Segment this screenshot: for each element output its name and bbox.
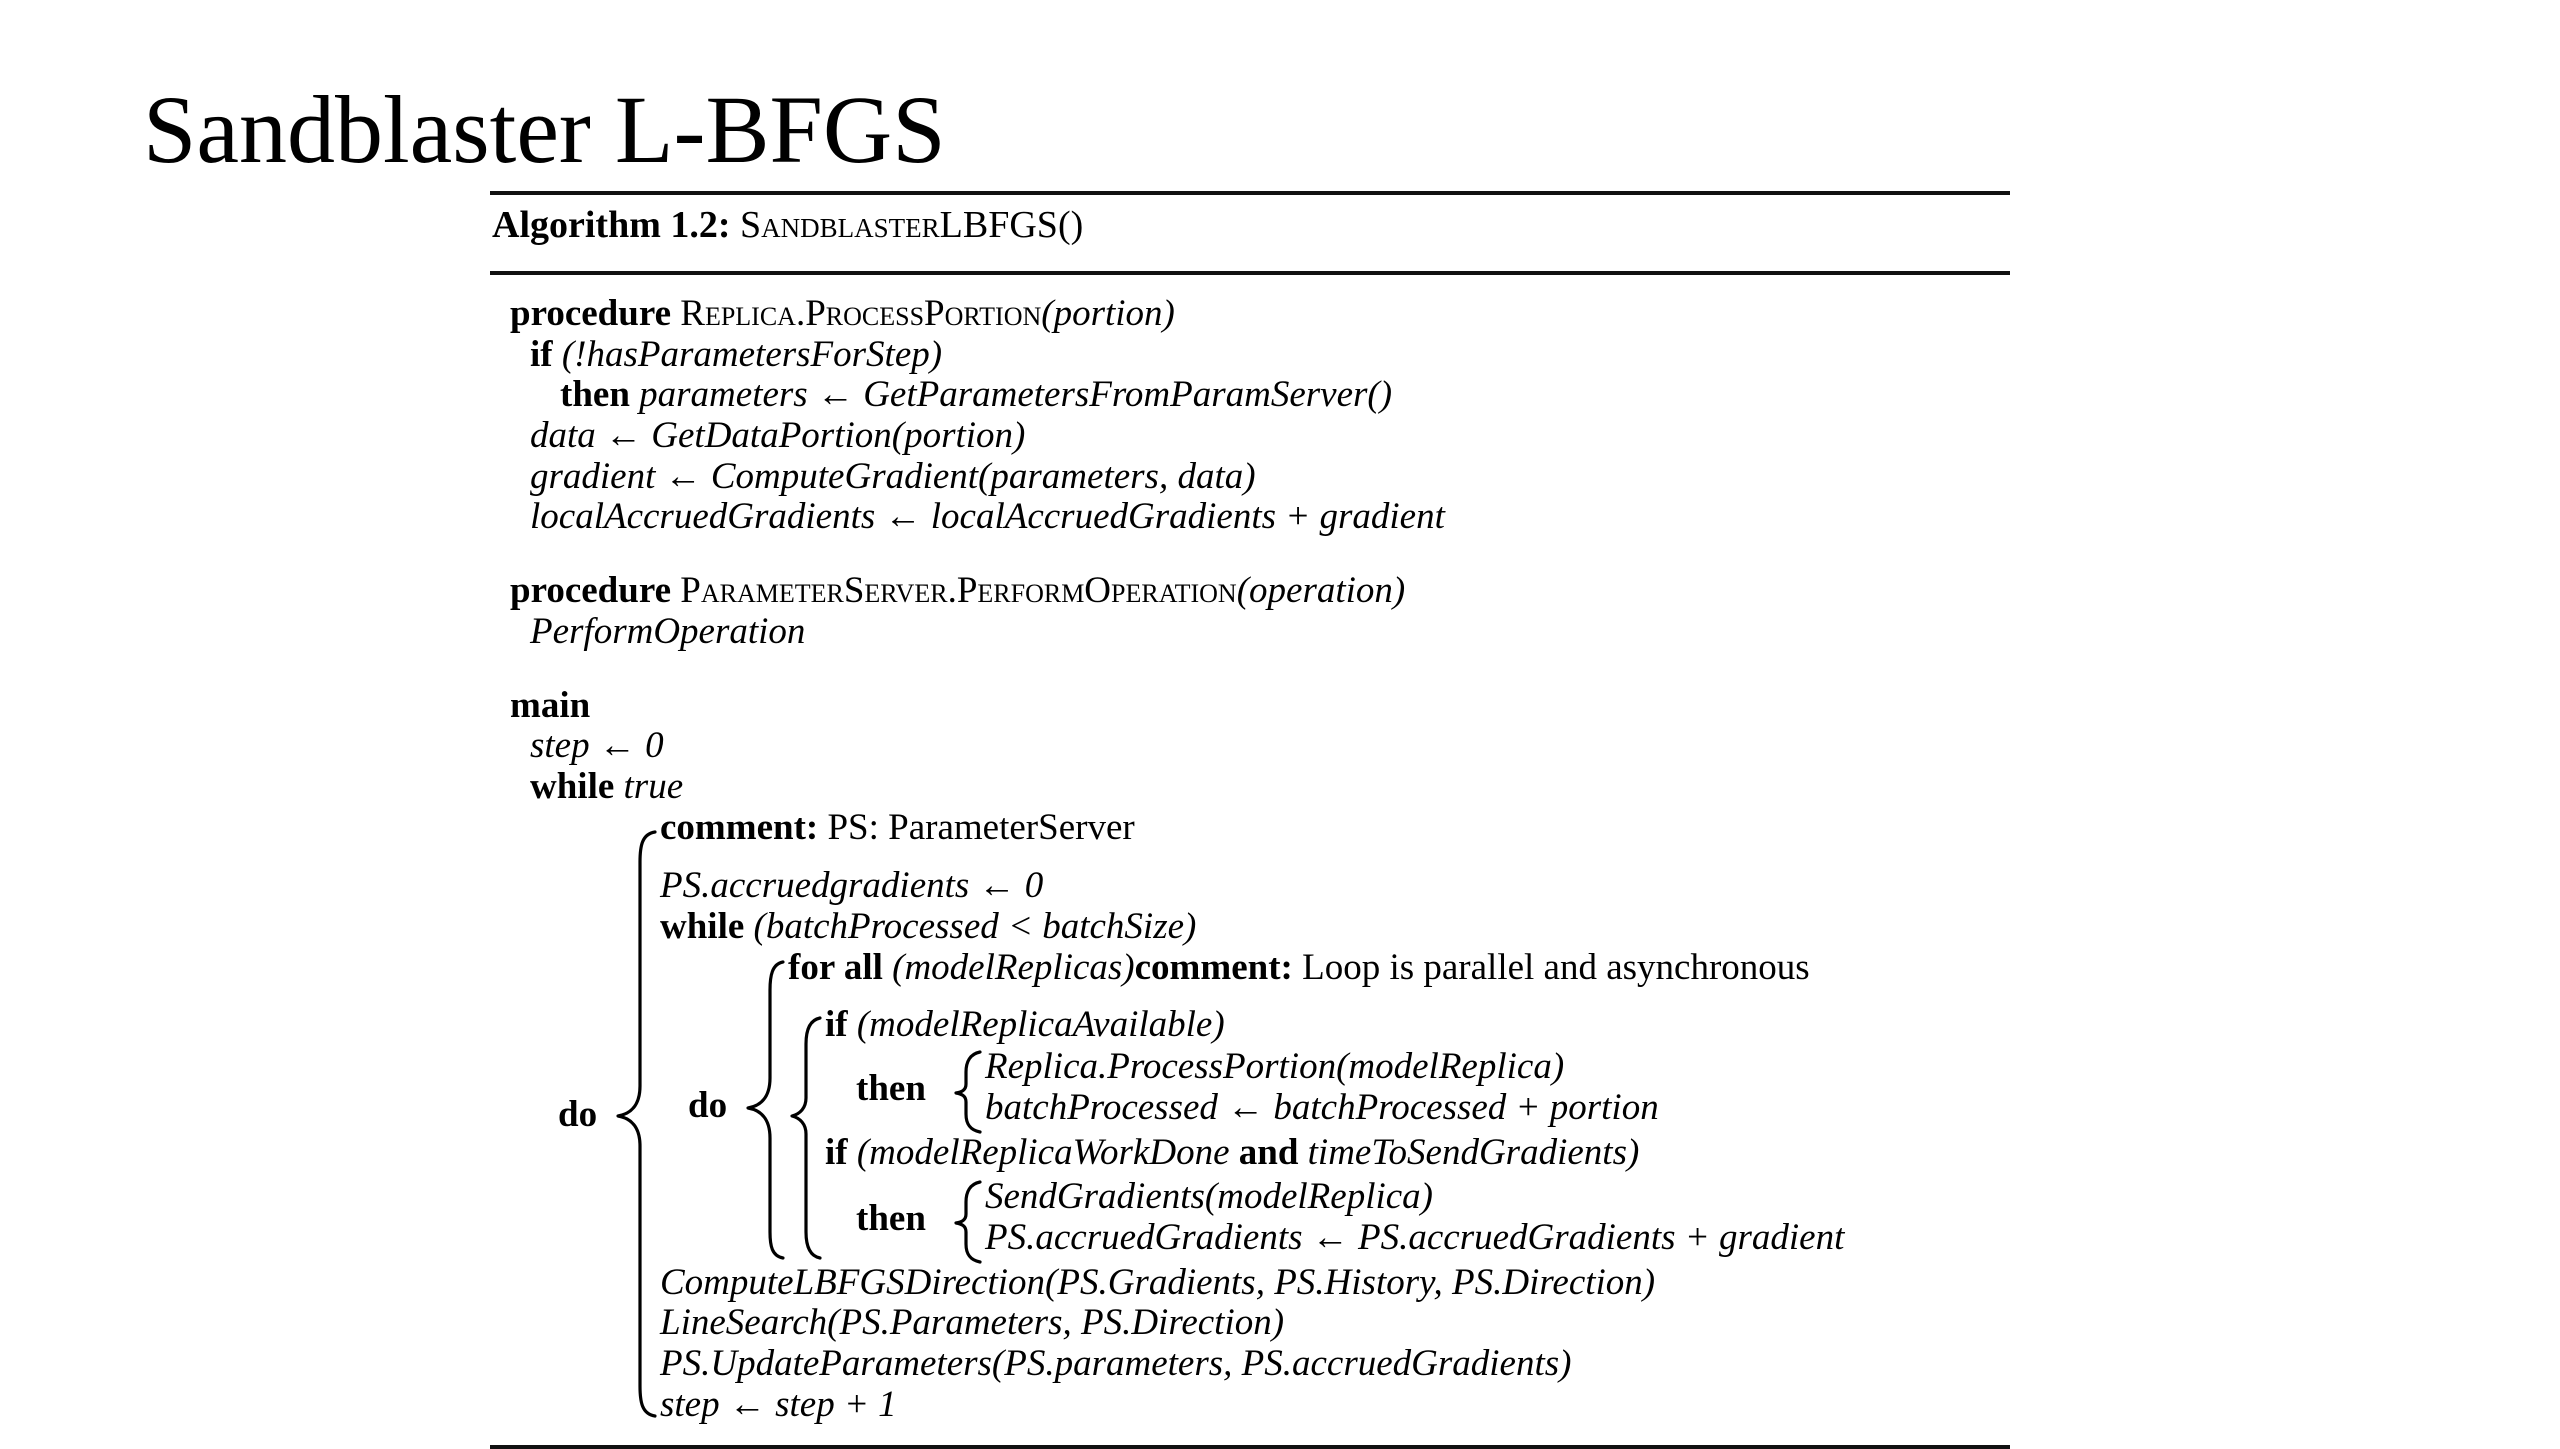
main-while-line [530, 764, 683, 810]
replica-gradient-statement: gradient ← ComputeGradient(parameters, data) [530, 456, 1256, 497]
if1-line [825, 1002, 1225, 1048]
then1-keyword: then [856, 1068, 926, 1109]
algorithm-header [492, 200, 1083, 250]
then1-brace [956, 1052, 980, 1132]
inner-while-condition: (batchProcessed < batchSize) [753, 906, 1197, 947]
if2-line [825, 1130, 1639, 1176]
if2-condition-a: (modelReplicaWorkDone [856, 1132, 1230, 1173]
inner-while-keyword: while [660, 906, 745, 947]
then1-statement-1: Replica.ProcessPortion(modelReplica) [985, 1046, 1565, 1087]
replica-then-statement: parameters ← GetParametersFromParamServer() [639, 374, 1393, 415]
replica-procedure-param: (portion) [1041, 293, 1175, 334]
step-increment-statement: step ← step + 1 [660, 1384, 897, 1425]
replica-data-statement: data ← GetDataPortion(portion) [530, 415, 1026, 456]
then2-statement-1: SendGradients(modelReplica) [985, 1176, 1433, 1217]
inner-do-brace [748, 962, 783, 1258]
main-do-keyword: do [558, 1094, 598, 1135]
replica-accrue-statement: localAccruedGradients ← localAccruedGradients + gradient [530, 496, 1445, 537]
slide-title: Sandblaster L-BFGS [143, 76, 946, 183]
direction-statement: ComputeLBFGSDirection(PS.Gradients, PS.History, PS.Direction) [660, 1262, 1656, 1303]
main-comment-text: PS: ParameterServer [827, 807, 1135, 848]
if1-condition: (modelReplicaAvailable) [856, 1004, 1225, 1045]
then1-statement-2: batchProcessed ← batchProcessed + portion [985, 1087, 1659, 1128]
replica-then-line [560, 372, 1392, 418]
main-comment-keyword: comment: [660, 807, 819, 848]
main-comment-line [660, 805, 1135, 851]
replica-procedure-line [510, 291, 1175, 337]
forall-line [788, 945, 1810, 991]
algorithm-label: Algorithm 1.2: [492, 204, 731, 246]
server-procedure-body: PerformOperation [530, 611, 806, 652]
server-procedure-line [510, 568, 1405, 614]
forall-keyword: for all [788, 947, 883, 988]
forall-do-brace [792, 1018, 820, 1258]
replica-if-keyword: if [530, 334, 553, 375]
replica-procedure-name: Replica.ProcessPortion [680, 293, 1042, 334]
server-procedure-name: ParameterServer.PerformOperation [680, 570, 1237, 611]
algorithm-top-rule [490, 191, 2010, 195]
main-while-condition: true [623, 766, 684, 807]
if2-condition-b: timeToSendGradients) [1307, 1132, 1640, 1173]
inner-do-keyword: do [688, 1085, 728, 1126]
if2-and-keyword: and [1238, 1132, 1299, 1173]
forall-comment-keyword: comment: [1134, 947, 1293, 988]
algorithm-bottom-rule [490, 1445, 2010, 1449]
if2-keyword: if [825, 1132, 848, 1173]
main-keyword: main [510, 685, 591, 726]
then2-brace [956, 1182, 980, 1262]
main-reset-statement: PS.accruedgradients ← 0 [660, 865, 1044, 906]
then2-keyword: then [856, 1198, 926, 1239]
main-init-statement: step ← 0 [530, 725, 664, 766]
outer-do-brace [618, 832, 655, 1416]
then2-statement-2: PS.accruedGradients ← PS.accruedGradients + gradient [985, 1217, 1845, 1258]
replica-if-condition: (!hasParametersForStep) [561, 334, 943, 375]
forall-comment-text: Loop is parallel and asynchronous [1302, 947, 1810, 988]
server-procedure-param: (operation) [1236, 570, 1406, 611]
replica-then-keyword: then [560, 374, 630, 415]
server-procedure-keyword: procedure [510, 570, 672, 611]
inner-while-line [660, 904, 1196, 950]
then1-line1 [985, 1044, 1564, 1090]
if1-keyword: if [825, 1004, 848, 1045]
algorithm-name: SandblasterLBFGS() [740, 204, 1084, 246]
linesearch-statement: LineSearch(PS.Parameters, PS.Direction) [660, 1302, 1285, 1343]
algorithm-header-rule [490, 271, 2010, 275]
update-statement: PS.UpdateParameters(PS.parameters, PS.accruedGradients) [660, 1343, 1572, 1384]
main-while-keyword: while [530, 766, 615, 807]
replica-procedure-keyword: procedure [510, 293, 672, 334]
forall-condition: (modelReplicas) [892, 947, 1135, 988]
